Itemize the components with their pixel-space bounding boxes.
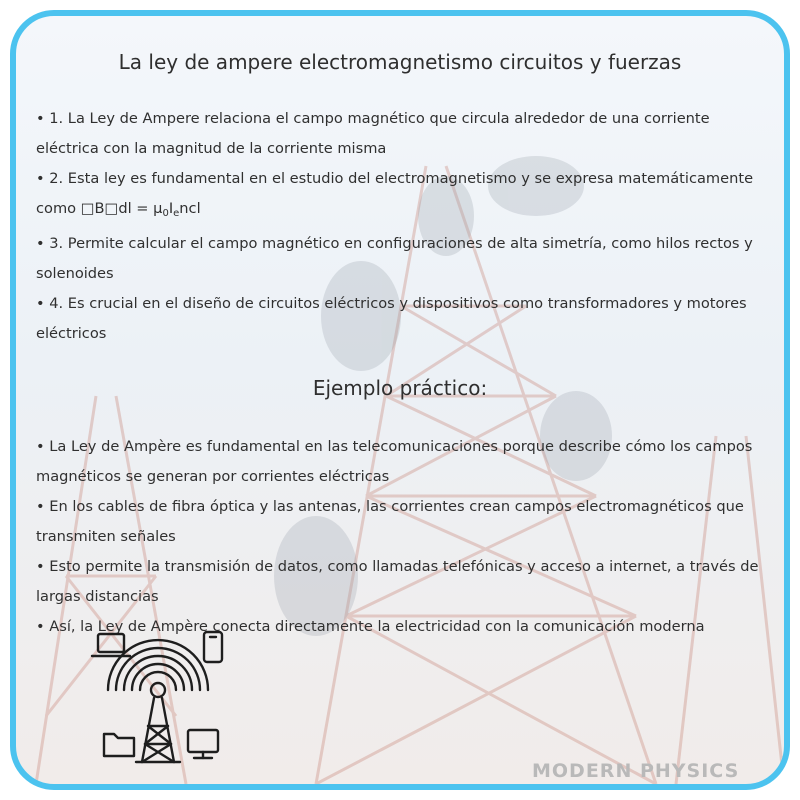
- section-title: Ejemplo práctico:: [312, 376, 488, 400]
- list-item: • La Ley de Ampère es fundamental en las telecomunicaciones porque describe cómo los campos magnéticos se generan por corrientes eléctricas: [36, 438, 753, 485]
- list-item: • En los cables de fibra óptica y las antenas, las corrientes crean campos electromagnéticos que transmiten señales: [36, 498, 744, 545]
- ampere-formula: □B□dl = $\mu_0I_encl$: [80, 200, 201, 219]
- card-frame: [10, 10, 790, 790]
- list-item: [36, 164, 766, 229]
- telecom-antenna-icon: [90, 628, 226, 766]
- list-item: • 4. Es crucial en el diseño de circuitos eléctricos y dispositivos como transformadores y motores eléctricos: [36, 295, 747, 342]
- list-item: • Así, la Ley de Ampère conecta directamente la electricidad con la comunicación moderna: [36, 618, 705, 635]
- watermark-logo: MODERN PHYSICS: [532, 760, 740, 782]
- page-title: La ley de ampere electromagnetismo circuitos y fuerzas: [118, 50, 682, 74]
- examples-list: [36, 432, 766, 642]
- list-item: • 3. Permite calcular el campo magnético en configuraciones de alta simetría, como hilos rectos y solenoides: [36, 235, 753, 282]
- key-points-list: [36, 104, 766, 349]
- list-item: • 1. La Ley de Ampere relaciona el campo magnético que circula alrededor de una corriente eléctrica con la magnitud de la corriente misma: [36, 110, 710, 157]
- list-item-text: • 2. Esta ley es fundamental en el estudio del electromagnetismo y se expresa matemáticamente como: [36, 170, 754, 217]
- list-item: • Esto permite la transmisión de datos, como llamadas telefónicas y acceso a internet, a través de largas distancias: [36, 558, 759, 605]
